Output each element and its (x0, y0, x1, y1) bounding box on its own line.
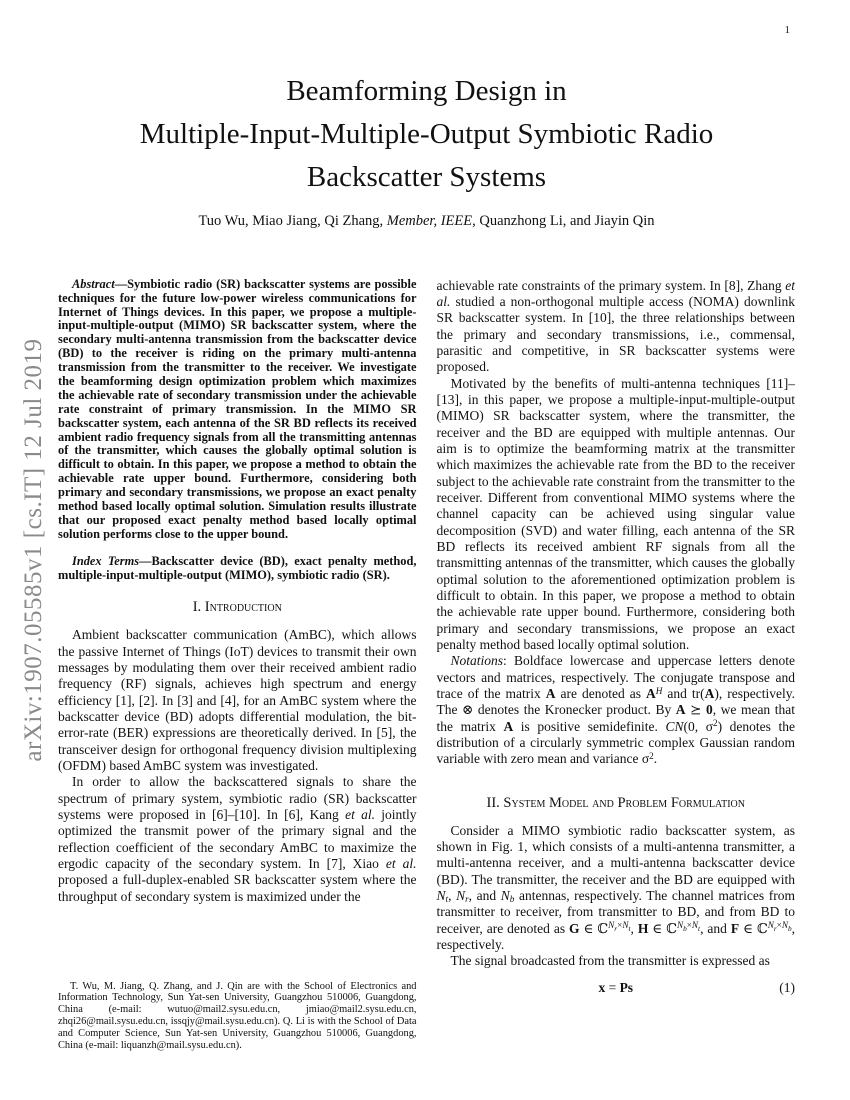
paragraph: Notations: Boldface lowercase and uppercase letters denote vectors and matrices, respectively. The conjugate transpose and trace of the matrix A are denoted as $A^H$ and tr(A), respectively. The ⊗ denotes the Kronecker product. By A ⪰ 0, we mean that the matrix A is positive semidefinite. CN(0, $\sigma^2$) denotes the distribution of a circularly symmetric complex Gaussian random variable with zero mean and variance $\sigma^2$. (436, 653, 796, 767)
paragraph: The signal broadcasted from the transmitter is expressed as (450, 953, 770, 969)
equation-number: (1) (779, 979, 795, 995)
title-line-3: Backscatter Systems (306, 160, 547, 193)
paper-title (58, 70, 795, 199)
left-column (58, 278, 417, 1052)
section-heading-system-model: II. System Model and Problem Formulation (486, 794, 745, 811)
equation-body: x = Ps (598, 979, 634, 995)
author-affiliation-footnote: T. Wu, M. Jiang, Q. Zhang, and J. Qin are with the School of Electronics and Information Technology, Sun Yat-sen University, Guangzhou 510006, Guangdong, China (e-mail: wutuo@mail2.sysu.edu.cn, jmiao@mail2.sysu.edu.cn, zhqi26@mail.sysu.edu.cn, issqjy@mail.sysu.edu.cn). Q. Li is with the School of Data and Computer Science, Sun Yat-sen University, Guangzhou 510006, Guangdong, China (e-mail: liquanzh@mail.sysu.edu.cn). (58, 980, 417, 1051)
index-terms-paragraph: Index Terms—Backscatter device (BD), exact penalty method, multiple-input-multiple-output (MIMO), symbiotic radio (SR). (58, 553, 417, 582)
paragraph: Motivated by the benefits of multi-antenna techniques [11]–[13], in this paper, we propose a multiple-input-multiple-output (MIMO) SR backscatter system, where the transmitter, the receiver and the BD are equipped with multiple antennas. Our aim is to optimize the beamforming matrix at the transmitter which maximizes the achievable rate from the BD to the receiver subject to the achievable rate constraint from the transmitter to the receiver. Different from conventional MIMO systems where the channel capacity can be achieved using singular value decomposition (SVD) and water filling, each antenna of the SR BD reflects its received ambient RF signals from all the transmitting antennas of the transmitter, which causes the globally optimal solution to the aforementioned optimization problem is difficult to obtain. In this paper, we propose a method to obtain the achievable rate upper bound. Furthermore, considering both primary and secondary transmissions, we propose an exact penalty method based locally optimal solution. (436, 375, 795, 652)
system-model-paragraphs (437, 823, 796, 970)
section-heading-introduction: I. Introduction (192, 599, 282, 616)
arxiv-watermark: arXiv:1907.05585v1 [cs.IT] 12 Jul 2019 (20, 338, 47, 762)
introduction-paragraphs (58, 627, 417, 905)
paragraph: In order to allow the backscattered signals to share the spectrum of primary system, symbiotic radio (SR) backscatter systems were proposed in [6]–[10]. In [6], Kang et al. jointly optimized the transmit power of the primary signal and the reflection coefficient of the secondary AmBC to maximize the ergodic capacity of the secondary system. In [7], Xiao et al. proposed a full-duplex-enabled SR backscatter system where the throughput of secondary system is maximized under the (58, 774, 417, 904)
two-column-body (58, 278, 795, 1052)
paper-content (58, 0, 795, 1052)
introduction-paragraphs-continued (437, 278, 796, 768)
title-line-1: Beamforming Design in (286, 75, 567, 107)
paragraph: Ambient backscatter communication (AmBC), which allows the passive Internet of Things (IoT) devices to transmit their own messages by modulating them over their received ambient radio frequency (RF) signals, achieves high spectrum and energy efficiency [1], [2]. In [3] and [4], for an AmBC system where the backscatter device (BD) adopts differential modulation, the bit-error-rate (BER) expressions are theoretically derived. In [5], the transceiver design for orthogonal frequency division multiplexing (OFDM) based AmBC system was investigated. (58, 627, 417, 774)
right-column (437, 278, 796, 1052)
title-line-2: Multiple-Input-Multiple-Output Symbiotic Radio (139, 117, 714, 150)
paragraph: Consider a MIMO symbiotic radio backscatter system, as shown in Fig. 1, which consists of a multi-antenna transmitter, a multi-antenna receiver, and a multi-antenna backscatter device (BD). The transmitter, the receiver and the BD are equipped with Nt, Nr, and Nb antennas, respectively. The channel matrices from transmitter to receiver, from transmitter to BD, and from BD to receiver, are denoted as G ∈ $ℂ^Nr^{\times N}t$, H ∈ $ℂ^Nb^{\times N}t$, and F ∈ $ℂ^Nr^{\times N}b$, respectively. (436, 822, 796, 952)
equation-1 (437, 980, 796, 996)
abstract-paragraph: Abstract—Symbiotic radio (SR) backscatter systems are possible techniques for the future low-power wireless communications for Internet of Things devices. In this paper, we propose a multiple-input-multiple-output (MIMO) SR backscatter system, where the secondary multi-antenna transmission from the backscatter device (BD) to the receiver is riding on the primary multi-antenna transmission from the transmitter to the receiver. We investigate the beamforming design optimization problem which maximizes the achievable rate of secondary transmission under the achievable rate constraint of primary transmission. In the MIMO SR backscatter system, each antenna of the SR BD reflects its received ambient radio frequency signals from all the transmitting antennas of the transmitter, which causes the globally optimal solution is difficult to obtain. In this paper, we propose a method to obtain the achievable rate upper bound. Furthermore, considering both primary and secondary transmissions, we propose an exact penalty method based locally optimal solution. Simulation results illustrate that our proposed exact penalty method based locally optimal solution performs close to the upper bound. (58, 276, 417, 541)
page-number: 1 (784, 24, 790, 36)
paragraph: achievable rate constraints of the primary system. In [8], Zhang et al. studied a non-orthogonal multiple access (NOMA) downlink SR backscatter system. In [10], the three relationships between the primary and secondary transmissions, i.e., commensal, parasitic and competitive, in SR backscatter systems were proposed. (436, 277, 795, 375)
authors-line: Tuo Wu, Miao Jiang, Qi Zhang, Member, IEEE, Quanzhong Li, and Jiayin Qin (198, 212, 655, 229)
